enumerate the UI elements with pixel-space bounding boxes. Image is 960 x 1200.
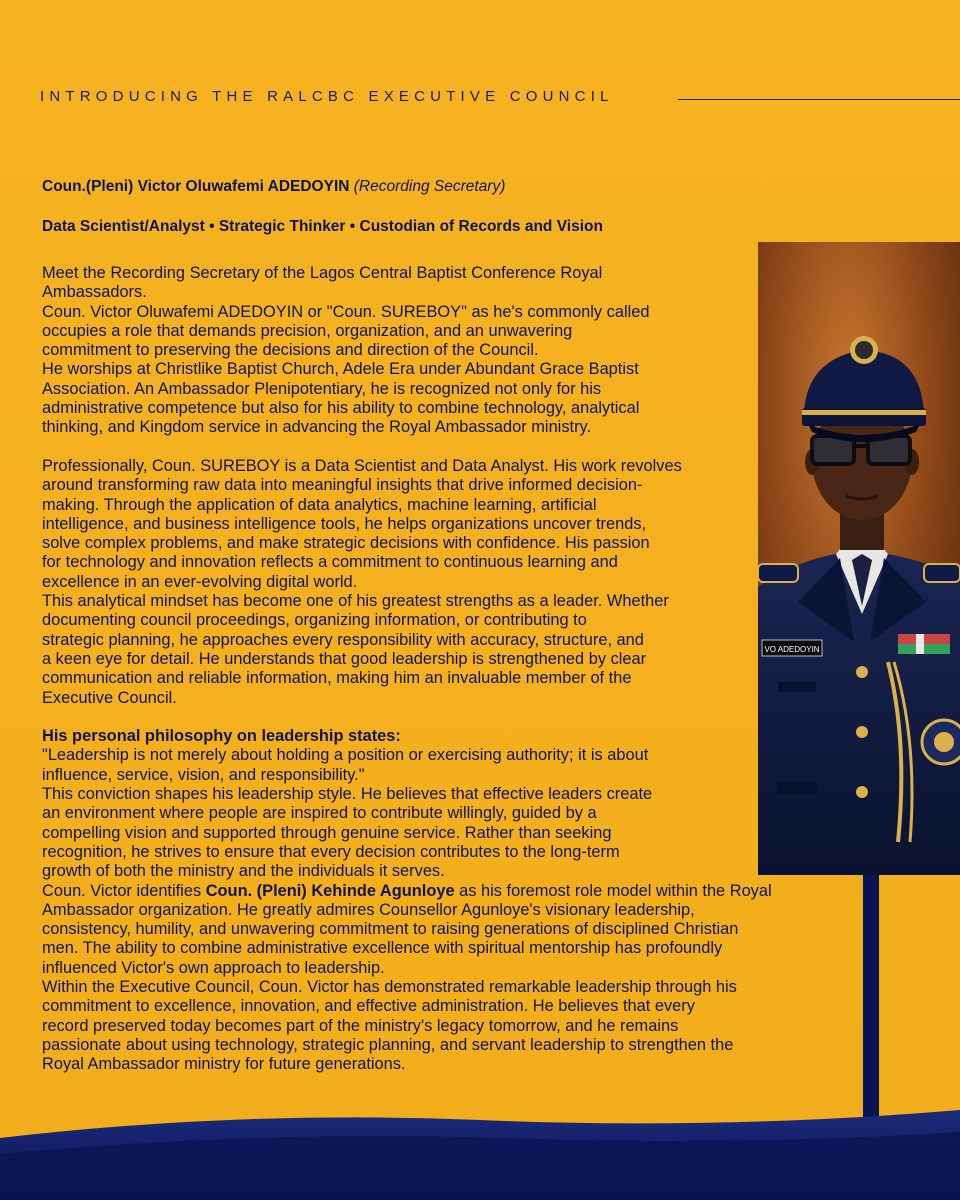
bio-line: Ambassadors. bbox=[42, 283, 147, 302]
bio-line: passionate about using technology, strategic planning, and servant leadership to strengthen the bbox=[42, 1035, 734, 1054]
bio-line: influence, service, vision, and responsibility." bbox=[42, 765, 365, 784]
bio-line: Ambassador organization. He greatly admires Counsellor Agunloye's visionary leadership, bbox=[42, 900, 695, 919]
bio-line: men. The ability to combine administrative excellence with spiritual mentorship has profoundly bbox=[42, 939, 723, 958]
bio-line: commitment to preserving the decisions and direction of the Council. bbox=[42, 341, 539, 360]
profile-tagline: Data Scientist/Analyst • Strategic Thinker • Custodian of Records and Vision bbox=[42, 218, 603, 235]
role-model-line bbox=[42, 882, 872, 901]
name-tag-text: VO ADEDOYIN bbox=[764, 645, 820, 654]
paragraph-gap bbox=[42, 438, 872, 457]
bio-line: intelligence, and business intelligence tools, he helps organizations uncover trends, bbox=[42, 514, 647, 533]
bio-line: Association. An Ambassador Plenipotentiary, he is recognized not only for his bbox=[42, 379, 602, 398]
bio-line: solve complex problems, and make strategic decisions with confidence. His passion bbox=[42, 534, 650, 553]
header-title: INTRODUCING THE RALCBC EXECUTIVE COUNCIL bbox=[40, 88, 614, 105]
bio-line: Professionally, Coun. SUREBOY is a Data Scientist and Data Analyst. His work revolves bbox=[42, 456, 682, 475]
bio-line: around transforming raw data into meaningful insights that drive informed decision- bbox=[42, 476, 643, 495]
header-divider bbox=[678, 99, 960, 100]
role-model-prefix: Coun. Victor identifies bbox=[42, 881, 206, 900]
bio-line: commitment to excellence, innovation, and effective administration. He believes that every bbox=[42, 997, 695, 1016]
role-model-name: Coun. (Pleni) Kehinde Agunloye bbox=[205, 881, 455, 900]
profile-role: (Recording Secretary) bbox=[353, 178, 506, 195]
bio-line: Coun. Victor Oluwafemi ADEDOYIN or "Coun. SUREBOY" as he's commonly called bbox=[42, 302, 650, 321]
bio-line: thinking, and Kingdom service in advancing the Royal Ambassador ministry. bbox=[42, 418, 592, 437]
bio-line: documenting council proceedings, organizing information, or contributing to bbox=[42, 611, 587, 630]
profile-name: Coun.(Pleni) Victor Oluwafemi ADEDOYIN bbox=[42, 178, 350, 195]
bio-line: administrative competence but also for his ability to combine technology, analytical bbox=[42, 399, 640, 418]
bio-line: Executive Council. bbox=[42, 688, 177, 707]
bio-line: Meet the Recording Secretary of the Lagos Central Baptist Conference Royal bbox=[42, 264, 603, 282]
profile-content bbox=[42, 178, 872, 1074]
bio-line: influenced Victor's own approach to leadership. bbox=[42, 958, 385, 977]
bio-line: This conviction shapes his leadership style. He believes that effective leaders create bbox=[42, 785, 653, 804]
bio-line: making. Through the application of data analytics, machine learning, artificial bbox=[42, 495, 597, 514]
profile-bio bbox=[42, 264, 872, 1074]
bio-line: an environment where people are inspired to contribute willingly, guided by a bbox=[42, 804, 597, 823]
bio-line: growth of both the ministry and the individuals it serves. bbox=[42, 862, 445, 881]
bio-line: for technology and innovation reflects a commitment to continuous learning and bbox=[42, 553, 618, 572]
bio-line: occupies a role that demands precision, organization, and an unwavering bbox=[42, 321, 573, 340]
bio-line: record preserved today becomes part of the ministry's legacy tomorrow, and he remains bbox=[42, 1016, 679, 1035]
bio-line: He worships at Christlike Baptist Church, Adele Era under Abundant Grace Baptist bbox=[42, 360, 639, 379]
profile-heading bbox=[42, 178, 872, 196]
bio-line: strategic planning, he approaches every responsibility with accuracy, structure, and bbox=[42, 630, 644, 649]
bio-line: compelling vision and supported through genuine service. Rather than seeking bbox=[42, 823, 612, 842]
bio-line: This analytical mindset has become one of his greatest strengths as a leader. Whether bbox=[42, 592, 669, 611]
bio-line: consistency, humility, and unwavering commitment to raising generations of disciplined Christian bbox=[42, 920, 739, 939]
page-header bbox=[40, 88, 960, 112]
bio-line: recognition, he strives to ensure that every decision contributes to the long-term bbox=[42, 842, 620, 861]
bio-line: excellence in an ever-evolving digital world. bbox=[42, 572, 358, 591]
bio-line: "Leadership is not merely about holding a position or exercising authority; it is about bbox=[42, 746, 649, 765]
bio-line: Royal Ambassador ministry for future generations. bbox=[42, 1055, 406, 1074]
bio-line: Within the Executive Council, Coun. Victor has demonstrated remarkable leadership through his bbox=[42, 977, 737, 996]
bio-line: communication and reliable information, making him an invaluable member of the bbox=[42, 669, 632, 688]
paragraph-gap bbox=[42, 708, 872, 727]
bio-line: a keen eye for detail. He understands that good leadership is strengthened by clear bbox=[42, 649, 647, 668]
bottom-wave-decoration bbox=[0, 1080, 960, 1200]
philosophy-heading: His personal philosophy on leadership states: bbox=[42, 727, 401, 746]
role-model-suffix: as his foremost role model within the Royal bbox=[454, 881, 772, 900]
